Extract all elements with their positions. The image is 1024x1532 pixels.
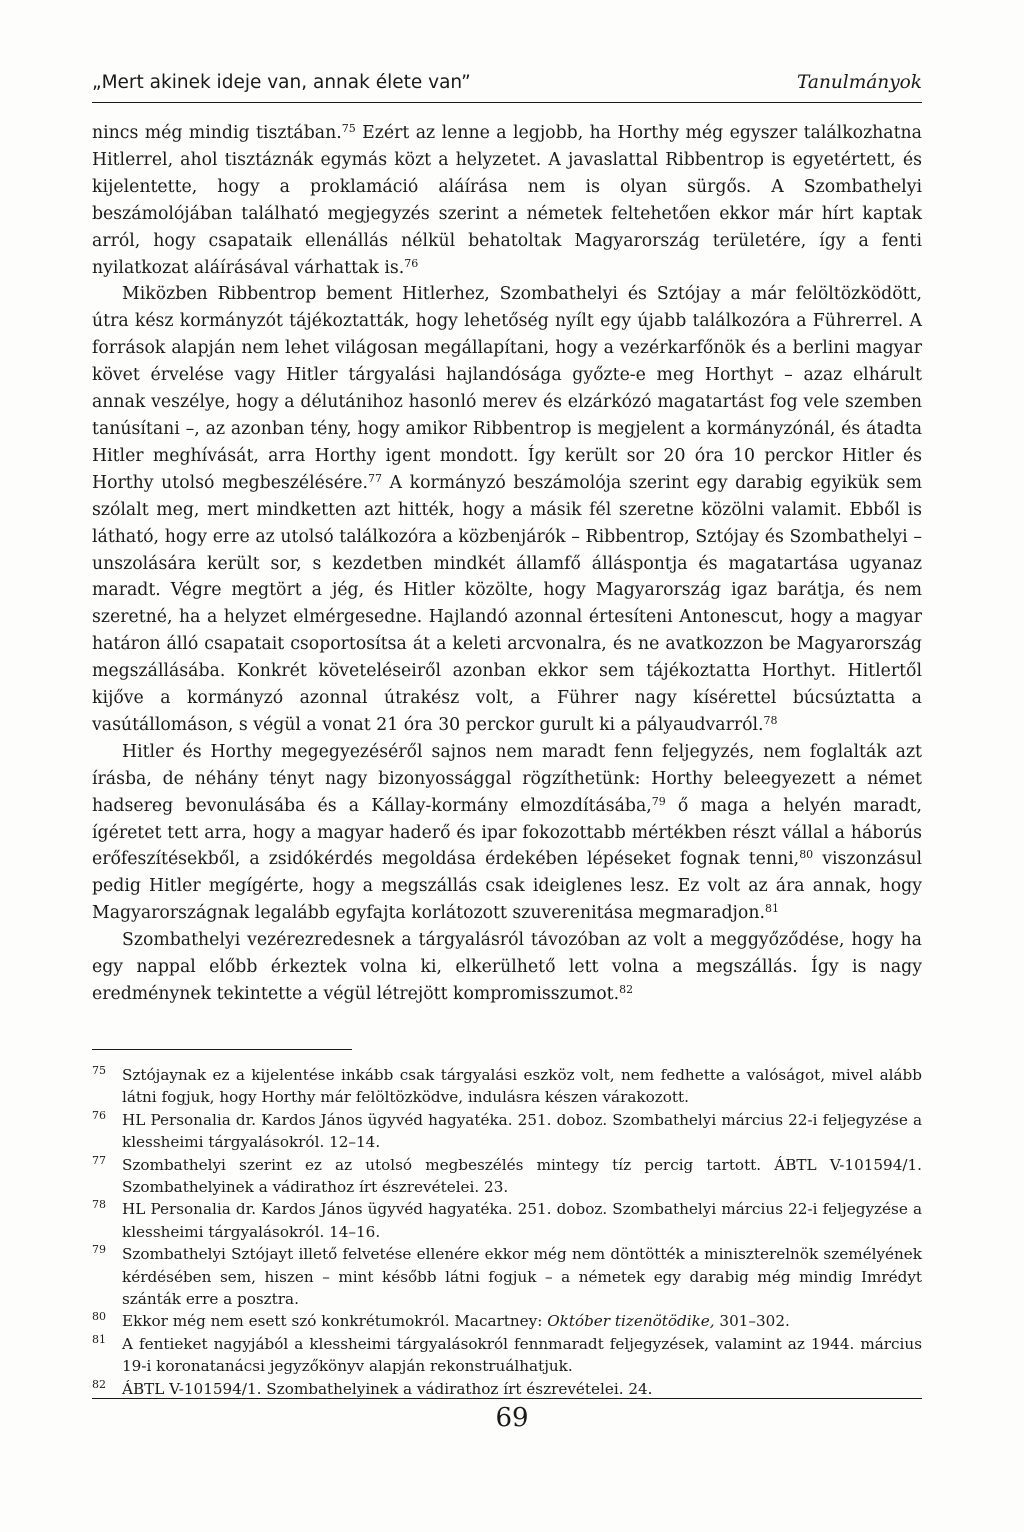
footnote-ref: 78	[763, 713, 778, 727]
body-text	[92, 120, 922, 1008]
running-head-section: Tanulmányok	[797, 72, 922, 93]
paragraph-text: Miközben Ribbentrop bement Hitlerhez, Szombathelyi és Sztójay a már felöltözködött, útra kész kormányzót tájékoztatták, hogy lehetőség nyílt egy újabb találkozóra a Führerrel. A források alapján nem lehet világosan megállapítani, hogy a vezérkarfőnök és a berlini magyar követ érvelése vagy Hitler tárgyalási hajlandósága győzte-e meg Horthyt – azaz elhárult annak veszélye, hogy a délutánihoz hasonló merev és elzárkózó magatartást fog vele szemben tanúsítani –, az azonban tény, hogy amikor Ribbentrop is megjelent a kormányzónál, és átadta Hitler meghívását, arra Horthy igent mondott. Így került sor 20 óra 10 perckor Hitler és Horthy utolsó megbeszélésére.	[92, 284, 922, 493]
footnote-text: Szombathelyi szerint ez az utolsó megbeszélés mintegy tíz percig tartott. ÁBTL V-101594/1. Szombathelyinek a vádirathoz írt észrevételei. 23.	[122, 1155, 922, 1197]
footnote-number: 82	[92, 1377, 106, 1391]
footnote-text-part: 301–302.	[714, 1312, 790, 1331]
footnote-text: HL Personalia dr. Kardos János ügyvéd hagyatéka. 251. doboz. Szombathelyi március 22-i feljegyzése a klessheimi tárgyalásokról. 12–14.	[122, 1110, 922, 1152]
footnote-text	[122, 1310, 922, 1332]
footnote	[92, 1378, 922, 1400]
footnote-text: Sztójaynak ez a kijelentése inkább csak tárgyalási eszköz volt, nem fedhette a valóságot, mivel alább látni fogjuk, hogy Horthy már felöltözködve, indulásra készen várakozott.	[122, 1066, 922, 1107]
running-head-title: „Mert akinek ideje van, annak élete van”	[92, 72, 471, 93]
paragraph-text: Ezért az lenne a legjobb, ha Horthy még egyszer találkozhatna Hitlerrel, ahol tisztáznák egymás közt a helyzetet. A javaslattal Ribbentrop is egyetértett, és kijelentette, hogy a proklamáció aláírása nem is olyan sürgős. A Szombathelyi beszámolójában található megjegyzés szerint a németek feltehetően ekkor már hírt kaptak arról, hogy csapataik ellenállás nélkül behatoltak Magyarország területére, így a fenti nyilatkozat aláírásával várhattak is.	[92, 123, 922, 278]
footnote	[92, 1109, 922, 1154]
running-head	[92, 68, 922, 103]
footnote-text: HL Personalia dr. Kardos János ügyvéd hagyatéka. 251. doboz. Szombathelyi március 22-i feljegyzése a klessheimi tárgyalásokról. 14–16.	[122, 1200, 922, 1241]
footnote-ref: 82	[619, 983, 634, 996]
footnote	[92, 1198, 922, 1243]
bottom-divider	[92, 1398, 922, 1399]
footnote-ref: 79	[651, 794, 666, 808]
footnote-number: 75	[92, 1064, 106, 1077]
paragraph-3	[92, 739, 922, 927]
paragraph-text: Szombathelyi vezérezredesnek a tárgyalásról távozóban az volt a meggyőződése, hogy ha egy nappal előbb érkeztek volna ki, elkerülhető lett volna a megszállás. Így is nagy eredménynek tekintette a végül létrejött kompromisszumot.	[92, 930, 922, 1004]
footnote-number: 80	[92, 1310, 106, 1324]
footnote	[92, 1064, 922, 1109]
footnote-text: ÁBTL V-101594/1. Szombathelyinek a vádirathoz írt észrevételei. 24.	[122, 1379, 653, 1398]
footnote-ref: 80	[799, 848, 814, 862]
paragraph-text: viszonzásul pedig Hitler megígérte, hogy a megszállás csak ideiglenes lesz. Ez volt az ára annak, hogy Magyarországnak legalább egyfajta korlátozott szuverenitása megmaradjon.	[92, 849, 922, 924]
footnote-text: Szombathelyi Sztójayt illető felvetése ellenére ekkor még nem döntötték a miniszterelnök személyének kérdésében sem, hiszen – mint később látni fogjuk – a németek egy darabig még mindig Imrédyt szánták erre a posztra.	[122, 1245, 922, 1309]
footnote-number: 81	[92, 1332, 106, 1346]
footnote-number: 77	[92, 1153, 106, 1167]
footnote-ref: 76	[404, 256, 419, 270]
footnote	[92, 1154, 922, 1199]
paragraph-4	[92, 927, 922, 1008]
footnote	[92, 1310, 922, 1332]
footnote	[92, 1243, 922, 1310]
paragraph-text: ő maga a helyén maradt, ígéretet tett arra, hogy a magyar haderő és ipar fokozottabb mértékben részt vállal a háborús erőfeszítésekből, a zsidókérdés megoldása érdekében lépéseket fognak tenni,	[92, 795, 922, 870]
paragraph-1	[92, 120, 922, 281]
page-number: 69	[495, 1403, 529, 1433]
footnote-ref: 77	[367, 471, 382, 485]
footnote-text: A fentieket nagyjából a klessheimi tárgyalásokról fennmaradt feljegyzések, valamint az 1944. március 19-i koronatanácsi jegyzőkönyv alapján rekonstruálhatjuk.	[122, 1334, 922, 1376]
footnote-number: 78	[92, 1198, 106, 1212]
paragraph-text: nincs még mindig tisztában.	[92, 123, 342, 143]
footnote-text-part: Ekkor még nem esett szó konkrétumokról. Macartney:	[122, 1312, 548, 1331]
paragraph-text: A kormányzó beszámolója szerint egy darabig egyikük sem szólalt meg, mert mindketten azt hitték, hogy a másik fél szeretne közölni valamit. Ebből is látható, hogy erre az utolsó találkozóra a közbenjárók – Ribbentrop, Sztójay és Szombathelyi – unszolására került sor, s kezdetben mindkét államfő álláspontja és magatartása ugyanaz maradt. Végre megtört a jég, és Hitler közölte, hogy Magyarország igaz barátja, és nem szeretné, ha a helyzet elmérgesedne. Hajlandó azonnal értesíteni Antonescut, hogy a magyar határon álló csapatait csoportosítsa át a keleti arcvonalra, és ne avatkozzon be Magyarország megszállásába. Konkrét követeléseiről azonban ekkor sem tájékoztatta Horthyt. Hitlertől kijőve a kormányzó azonnal útrakész volt, a Führer nagy kísérettel búcsúztatta a vasútállomáson, s végül a vonat 21 óra 30 perckor gurult ki a pályaudvarról.	[92, 472, 922, 735]
footnote-number: 76	[92, 1108, 106, 1122]
footnote-ref: 75	[341, 122, 356, 135]
paragraph-text: Hitler és Horthy megegyezéséről sajnos nem maradt fenn feljegyzés, nem foglalták azt írásba, de néhány tényt nagy bizonyossággal rögzíthetünk: Horthy beleegyezett a német hadsereg bevonulásába és a Kállay-kormány elmozdításába,	[92, 741, 922, 816]
paragraph-2	[92, 281, 922, 738]
footnote-number: 79	[92, 1243, 106, 1257]
book-title: Október tizenötödike,	[547, 1312, 715, 1331]
footnote-ref: 81	[764, 902, 779, 916]
footnotes	[92, 1064, 922, 1400]
footnote	[92, 1333, 922, 1378]
footnote-divider	[92, 1049, 352, 1050]
